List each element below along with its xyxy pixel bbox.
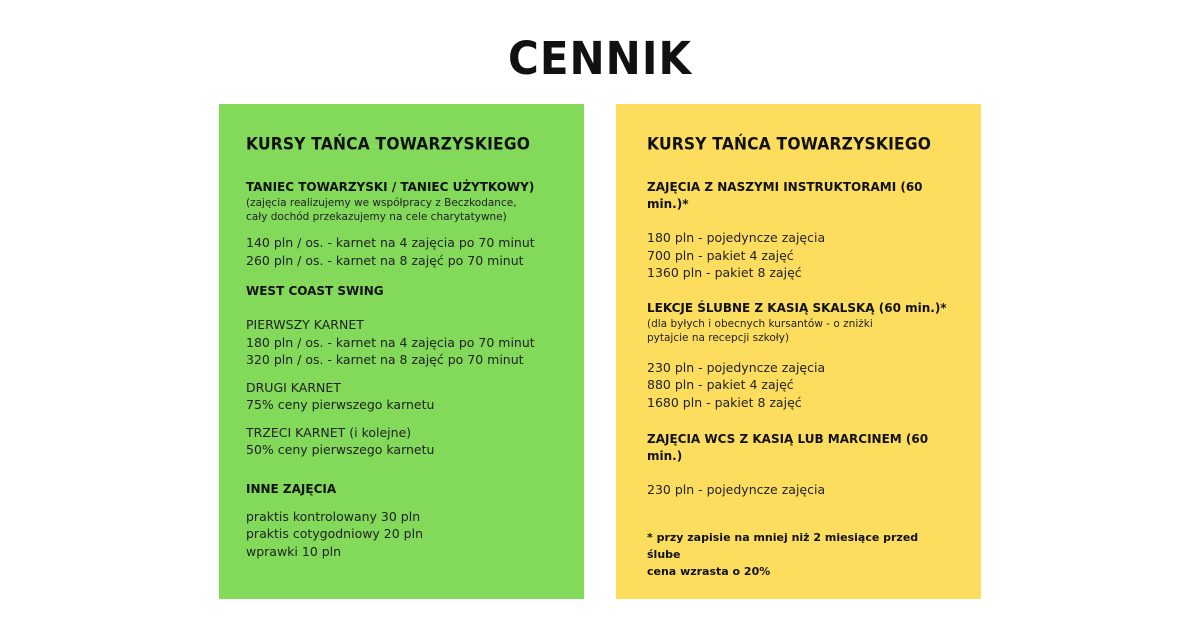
- section-instructors: [647, 179, 955, 282]
- pricing-card-right: [616, 104, 981, 599]
- pricing-card-left: [219, 104, 584, 599]
- section-note: (zajęcia realizujemy we współpracy z Beczkodance, cały dochód przekazujemy na cele charytatywne): [246, 197, 517, 223]
- card-title: KURSY TAŃCA TOWARZYSKIEGO: [246, 134, 531, 154]
- section-heading: TANIEC TOWARZYSKI / TANIEC UŻYTKOWY): [246, 180, 535, 194]
- section-other: [246, 481, 558, 561]
- price-list: 180 pln - pojedyncze zajęcia 700 pln - pakiet 4 zajęć 1360 pln - pakiet 8 zajęć: [647, 230, 826, 280]
- section-heading: LEKCJE ŚLUBNE Z KASIĄ SKALSKĄ (60 min.)*: [647, 300, 947, 315]
- section-ballroom: [246, 179, 558, 269]
- price-list: praktis kontrolowany 30 pln praktis cotygodniowy 20 pln wprawki 10 pln: [246, 508, 424, 559]
- section-heading: ZAJĘCIA Z NASZYMI INSTRUKTORAMI (60 min.)*: [647, 180, 923, 211]
- price-list: 230 pln - pojedyncze zajęcia: [647, 482, 826, 497]
- card-title: KURSY TAŃCA TOWARZYSKIEGO: [647, 134, 932, 154]
- section-heading: WEST COAST SWING: [246, 284, 384, 298]
- price-list: 230 pln - pojedyncze zajęcia 880 pln - pakiet 4 zajęć 1680 pln - pakiet 8 zajęć: [647, 359, 826, 410]
- section-heading: ZAJĘCIA WCS Z KASIĄ LUB MARCINEM (60 min.): [647, 432, 929, 463]
- price-list: 140 pln / os. - karnet na 4 zajęcia po 70 minut 260 pln / os. - karnet na 8 zajęć po 70 minut: [246, 235, 535, 268]
- section-heading: INNE ZAJĘCIA: [246, 481, 337, 496]
- footnote: * przy zapisie na mniej niż 2 miesiące przed ślube cena wzrasta o 20%: [647, 531, 919, 578]
- section-note: (dla byłych i obecnych kursantów - o zniżki pytajcie na recepcji szkoły): [647, 317, 873, 344]
- section-west-coast-swing: [246, 283, 558, 459]
- price-list: PIERWSZY KARNET 180 pln / os. - karnet na 4 zajęcia po 70 minut 320 pln / os. - karnet na 8 zajęć po 70 minut: [246, 317, 535, 367]
- price-list: TRZECI KARNET (i kolejne) 50% ceny pierwszego karnetu: [246, 424, 435, 457]
- section-wcs: [647, 431, 955, 499]
- page-title: CENNIK: [508, 32, 692, 85]
- section-wedding: [647, 300, 955, 412]
- price-list: DRUGI KARNET 75% ceny pierwszego karnetu: [246, 379, 435, 412]
